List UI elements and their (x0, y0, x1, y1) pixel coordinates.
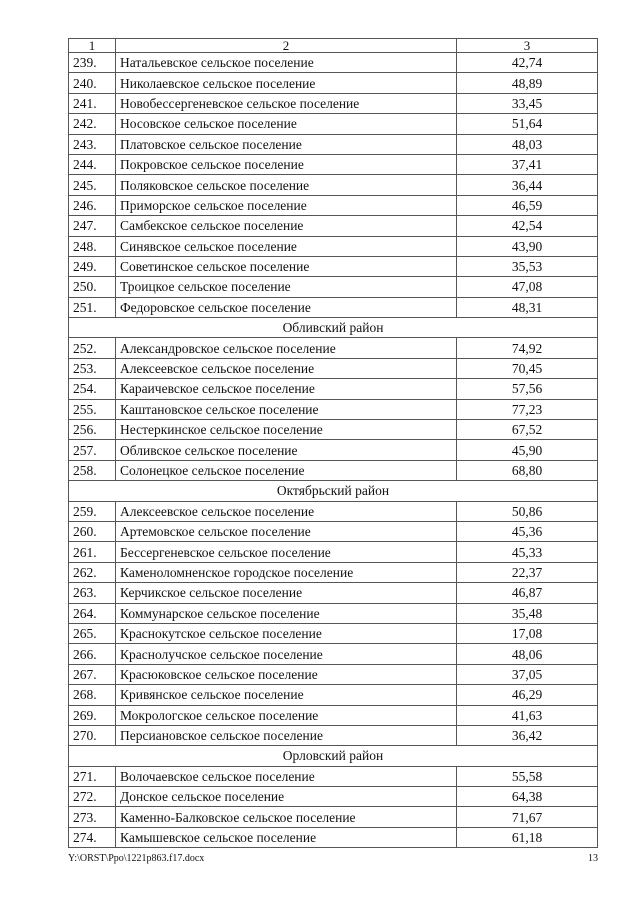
settlement-value: 74,92 (457, 338, 598, 358)
settlement-value: 33,45 (457, 93, 598, 113)
table-row (69, 501, 598, 521)
settlement-value: 55,58 (457, 766, 598, 786)
district-name: Орловский район (69, 746, 598, 766)
row-number: 260. (69, 521, 116, 541)
settlement-value: 77,23 (457, 399, 598, 419)
settlement-value: 48,89 (457, 73, 598, 93)
row-number: 254. (69, 379, 116, 399)
table-row (69, 154, 598, 174)
settlement-value: 48,03 (457, 134, 598, 154)
settlement-value: 61,18 (457, 827, 598, 847)
settlement-name: Волочаевское сельское поселение (116, 766, 457, 786)
table-row (69, 195, 598, 215)
settlement-name: Солонецкое сельское поселение (116, 460, 457, 480)
settlement-value: 46,29 (457, 685, 598, 705)
row-number: 264. (69, 603, 116, 623)
table-row (69, 379, 598, 399)
settlement-name: Алексеевское сельское поселение (116, 501, 457, 521)
settlement-name: Николаевское сельское поселение (116, 73, 457, 93)
row-number: 257. (69, 440, 116, 460)
row-number: 253. (69, 358, 116, 378)
settlement-name: Платовское сельское поселение (116, 134, 457, 154)
settlement-value: 37,05 (457, 664, 598, 684)
settlement-name: Камышевское сельское поселение (116, 827, 457, 847)
row-number: 273. (69, 807, 116, 827)
settlement-name: Караичевское сельское поселение (116, 379, 457, 399)
row-number: 249. (69, 256, 116, 276)
table-row (69, 53, 598, 73)
table-row (69, 705, 598, 725)
settlement-value: 57,56 (457, 379, 598, 399)
row-number: 247. (69, 216, 116, 236)
row-number: 271. (69, 766, 116, 786)
table-row (69, 114, 598, 134)
table-row (69, 685, 598, 705)
settlement-name: Новобессергеневское сельское поселение (116, 93, 457, 113)
settlement-value: 71,67 (457, 807, 598, 827)
settlement-value: 35,48 (457, 603, 598, 623)
settlement-value: 17,08 (457, 623, 598, 643)
row-number: 241. (69, 93, 116, 113)
table-row (69, 725, 598, 745)
settlement-value: 43,90 (457, 236, 598, 256)
settlement-name: Покровское сельское поселение (116, 154, 457, 174)
settlement-value: 47,08 (457, 277, 598, 297)
table-row (69, 175, 598, 195)
settlement-name: Керчикское сельское поселение (116, 583, 457, 603)
settlement-name: Мокрологское сельское поселение (116, 705, 457, 725)
row-number: 256. (69, 420, 116, 440)
row-number: 258. (69, 460, 116, 480)
settlement-value: 45,36 (457, 521, 598, 541)
row-number: 272. (69, 787, 116, 807)
settlement-value: 48,31 (457, 297, 598, 317)
table-row (69, 603, 598, 623)
district-name: Октябрьский район (69, 481, 598, 501)
table-row (69, 440, 598, 460)
settlement-value: 42,74 (457, 53, 598, 73)
settlement-name: Поляковское сельское поселение (116, 175, 457, 195)
row-number: 248. (69, 236, 116, 256)
settlement-value: 46,87 (457, 583, 598, 603)
row-number: 252. (69, 338, 116, 358)
district-row (69, 481, 598, 501)
settlement-name: Натальевское сельское поселение (116, 53, 457, 73)
table-row (69, 399, 598, 419)
table-row (69, 644, 598, 664)
settlement-name: Синявское сельское поселение (116, 236, 457, 256)
row-number: 268. (69, 685, 116, 705)
settlement-value: 36,42 (457, 725, 598, 745)
footer-page-number: 13 (588, 853, 598, 864)
settlements-table (68, 38, 598, 848)
table-row (69, 766, 598, 786)
settlement-name: Кривянское сельское поселение (116, 685, 457, 705)
row-number: 262. (69, 562, 116, 582)
settlement-name: Донское сельское поселение (116, 787, 457, 807)
table-row (69, 807, 598, 827)
row-number: 250. (69, 277, 116, 297)
table-row (69, 664, 598, 684)
row-number: 274. (69, 827, 116, 847)
settlement-value: 48,06 (457, 644, 598, 664)
table-header-row (69, 39, 598, 53)
row-number: 239. (69, 53, 116, 73)
settlement-name: Краснолучское сельское поселение (116, 644, 457, 664)
table-row (69, 460, 598, 480)
district-row (69, 318, 598, 338)
row-number: 270. (69, 725, 116, 745)
footer-file-path: Y:\ORST\Ppo\1221p863.f17.docx (68, 853, 205, 864)
row-number: 267. (69, 664, 116, 684)
table-row (69, 73, 598, 93)
settlement-value: 67,52 (457, 420, 598, 440)
settlement-value: 64,38 (457, 787, 598, 807)
row-number: 243. (69, 134, 116, 154)
settlement-name: Коммунарское сельское поселение (116, 603, 457, 623)
row-number: 246. (69, 195, 116, 215)
settlement-value: 45,90 (457, 440, 598, 460)
row-number: 263. (69, 583, 116, 603)
settlement-name: Обливское сельское поселение (116, 440, 457, 460)
table-row (69, 134, 598, 154)
settlement-value: 70,45 (457, 358, 598, 378)
settlement-value: 35,53 (457, 256, 598, 276)
table-row (69, 583, 598, 603)
settlement-value: 42,54 (457, 216, 598, 236)
header-col-1: 1 (69, 39, 116, 53)
settlement-value: 37,41 (457, 154, 598, 174)
settlement-name: Каменно-Балковское сельское поселение (116, 807, 457, 827)
table-row (69, 216, 598, 236)
table-row (69, 787, 598, 807)
district-row (69, 746, 598, 766)
table-row (69, 256, 598, 276)
table-row (69, 521, 598, 541)
table-body (69, 39, 598, 848)
settlement-value: 36,44 (457, 175, 598, 195)
settlement-value: 41,63 (457, 705, 598, 725)
row-number: 269. (69, 705, 116, 725)
settlement-name: Федоровское сельское поселение (116, 297, 457, 317)
table-row (69, 623, 598, 643)
settlement-name: Артемовское сельское поселение (116, 521, 457, 541)
settlement-value: 22,37 (457, 562, 598, 582)
settlement-name: Советинское сельское поселение (116, 256, 457, 276)
table-row (69, 542, 598, 562)
row-number: 245. (69, 175, 116, 195)
row-number: 261. (69, 542, 116, 562)
settlement-value: 50,86 (457, 501, 598, 521)
settlement-name: Каштановское сельское поселение (116, 399, 457, 419)
settlement-value: 51,64 (457, 114, 598, 134)
settlement-value: 45,33 (457, 542, 598, 562)
row-number: 244. (69, 154, 116, 174)
table-row (69, 338, 598, 358)
settlement-name: Александровское сельское поселение (116, 338, 457, 358)
settlement-name: Персиановское сельское поселение (116, 725, 457, 745)
table-row (69, 236, 598, 256)
table-row (69, 827, 598, 847)
table-row (69, 562, 598, 582)
row-number: 259. (69, 501, 116, 521)
table-row (69, 277, 598, 297)
header-col-3: 3 (457, 39, 598, 53)
settlement-name: Приморское сельское поселение (116, 195, 457, 215)
settlement-name: Алексеевское сельское поселение (116, 358, 457, 378)
district-name: Обливский район (69, 318, 598, 338)
settlement-name: Краснокутское сельское поселение (116, 623, 457, 643)
settlement-value: 46,59 (457, 195, 598, 215)
table-row (69, 420, 598, 440)
settlement-name: Самбекское сельское поселение (116, 216, 457, 236)
settlement-value: 68,80 (457, 460, 598, 480)
settlement-name: Троицкое сельское поселение (116, 277, 457, 297)
row-number: 255. (69, 399, 116, 419)
settlement-name: Бессергеневское сельское поселение (116, 542, 457, 562)
settlement-name: Каменоломненское городское поселение (116, 562, 457, 582)
settlement-name: Красюковское сельское поселение (116, 664, 457, 684)
table-row (69, 93, 598, 113)
header-col-2: 2 (116, 39, 457, 53)
row-number: 265. (69, 623, 116, 643)
table-row (69, 358, 598, 378)
row-number: 266. (69, 644, 116, 664)
row-number: 240. (69, 73, 116, 93)
row-number: 242. (69, 114, 116, 134)
settlement-name: Нестеркинское сельское поселение (116, 420, 457, 440)
settlement-name: Носовское сельское поселение (116, 114, 457, 134)
table-row (69, 297, 598, 317)
row-number: 251. (69, 297, 116, 317)
